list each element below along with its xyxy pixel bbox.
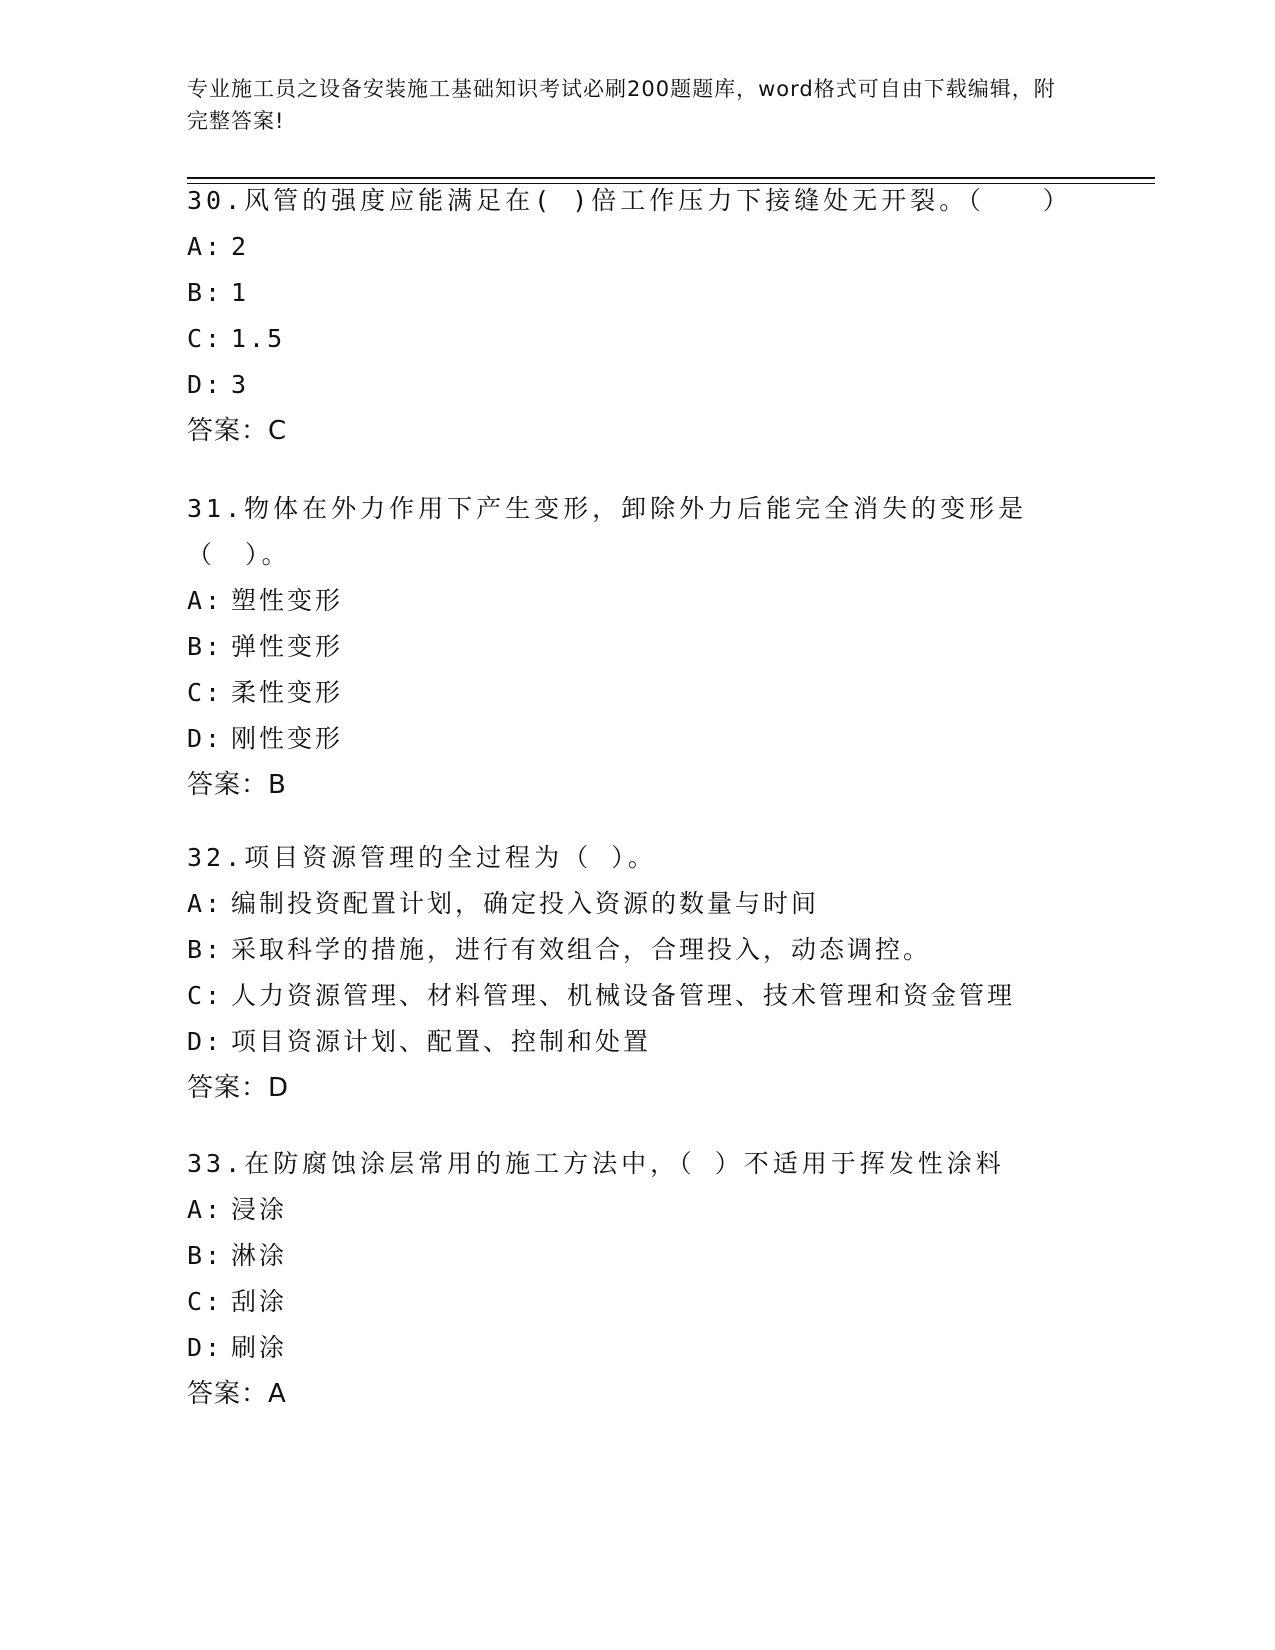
option-text: 1 [231, 278, 250, 307]
option-label: D: [187, 1027, 224, 1056]
option-label: B: [187, 632, 224, 661]
option-c [187, 973, 1067, 1019]
answer-line: 答案：C [187, 416, 288, 446]
option-c [187, 1279, 1067, 1325]
option-label: A: [187, 232, 224, 261]
question-32 [187, 835, 1067, 1111]
option-label: C: [187, 1287, 224, 1316]
option-b [187, 624, 1067, 670]
option-text: 柔性变形 [231, 678, 344, 707]
option-label: B: [187, 935, 224, 964]
question-stem: 32.项目资源管理的全过程为（ ）。 [187, 843, 657, 872]
option-text: 3 [231, 370, 250, 399]
option-label: B: [187, 278, 224, 307]
answer-line: 答案：D [187, 1073, 290, 1103]
option-label: C: [187, 981, 224, 1010]
option-b [187, 927, 1067, 973]
option-b [187, 270, 1067, 316]
answer-line: 答案：B [187, 770, 287, 800]
question-stem: 30.风管的强度应能满足在( )倍工作压力下接缝处无开裂。（ ） [187, 186, 1072, 215]
option-text: 淋涂 [231, 1241, 288, 1270]
option-d [187, 362, 1067, 408]
option-label: D: [187, 370, 224, 399]
question-31 [187, 486, 1067, 808]
option-text: 弹性变形 [231, 632, 344, 661]
option-text: 1.5 [231, 324, 286, 353]
option-b [187, 1233, 1067, 1279]
option-label: C: [187, 324, 224, 353]
option-d [187, 716, 1067, 762]
option-text: 采取科学的措施，进行有效组合，合理投入，动态调控。 [231, 935, 932, 964]
option-label: D: [187, 724, 224, 753]
option-text: 刮涂 [231, 1287, 288, 1316]
option-label: D: [187, 1333, 224, 1362]
option-text: 浸涂 [231, 1195, 288, 1224]
option-text: 刷涂 [231, 1333, 288, 1362]
option-text: 刚性变形 [231, 724, 344, 753]
option-label: A: [187, 586, 224, 615]
answer-line: 答案：A [187, 1379, 287, 1409]
question-33 [187, 1141, 1067, 1417]
option-label: A: [187, 1195, 224, 1224]
option-text: 塑性变形 [231, 586, 344, 615]
option-a [187, 1187, 1067, 1233]
option-label: C: [187, 678, 224, 707]
option-text: 项目资源计划、配置、控制和处置 [231, 1027, 652, 1056]
option-label: A: [187, 889, 224, 918]
option-a [187, 578, 1067, 624]
option-label: B: [187, 1241, 224, 1270]
document-header: 专业施工员之设备安装施工基础知识考试必刷200题题库，word格式可自由下载编辑，附完整答案! [187, 77, 1056, 133]
question-stem: 33.在防腐蚀涂层常用的施工方法中，（ ）不适用于挥发性涂料 [187, 1149, 1005, 1178]
question-30 [187, 178, 1072, 454]
option-d [187, 1325, 1067, 1371]
option-text: 2 [231, 232, 250, 261]
option-c [187, 316, 1067, 362]
option-text: 编制投资配置计划，确定投入资源的数量与时间 [231, 889, 820, 918]
option-c [187, 670, 1067, 716]
option-text: 人力资源管理、材料管理、机械设备管理、技术管理和资金管理 [231, 981, 1016, 1010]
option-a [187, 881, 1067, 927]
question-stem: 31.物体在外力作用下产生变形，卸除外力后能完全消失的变形是（ ）。 [187, 494, 1028, 569]
option-a [187, 224, 1067, 270]
option-d [187, 1019, 1067, 1065]
